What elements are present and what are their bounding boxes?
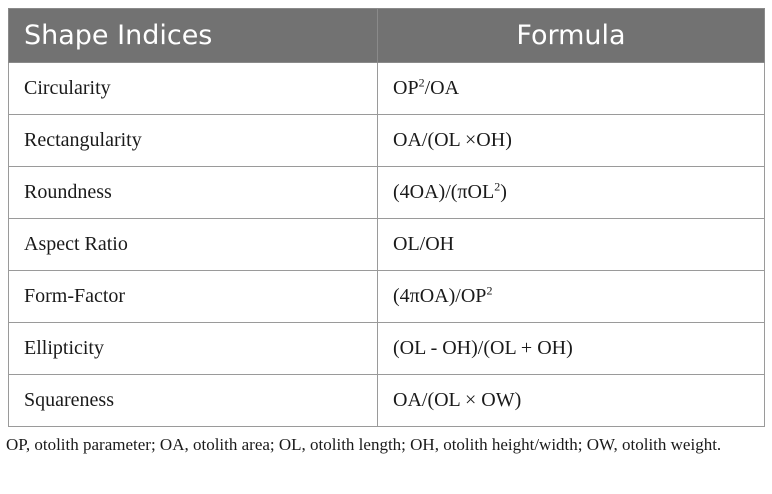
formula-text: /OA (424, 77, 460, 99)
formula-text: OA/(OL ×OH) (393, 129, 512, 151)
table-row (9, 115, 765, 167)
shape-index-formula (378, 271, 765, 323)
table-row (9, 323, 765, 375)
formula-text: OP (393, 77, 419, 99)
shape-index-name: Aspect Ratio (9, 219, 378, 271)
shape-index-name: Ellipticity (9, 323, 378, 375)
formula-text: ) (500, 181, 507, 203)
shape-index-formula (378, 63, 765, 115)
shape-index-name: Rectangularity (9, 115, 378, 167)
table-row (9, 271, 765, 323)
formula-superscript: 2 (486, 283, 493, 298)
shape-index-name: Roundness (9, 167, 378, 219)
shape-index-formula (378, 219, 765, 271)
formula-text: OA/(OL × OW) (393, 389, 522, 411)
table-row (9, 167, 765, 219)
formula-text: (4πOA)/OP (393, 285, 487, 307)
table-row (9, 63, 765, 115)
shape-index-formula (378, 323, 765, 375)
shape-indices-table-container (8, 8, 764, 427)
formula-superscript: 2 (418, 75, 425, 90)
table-body (9, 63, 765, 427)
shape-indices-table (8, 8, 765, 427)
shape-index-formula (378, 167, 765, 219)
shape-index-formula (378, 375, 765, 427)
table-row (9, 375, 765, 427)
formula-text: OL/OH (393, 233, 455, 255)
table-header-row (9, 9, 765, 63)
formula-superscript: 2 (494, 179, 501, 194)
header-formula: Formula (378, 9, 765, 63)
table-row (9, 219, 765, 271)
formula-text: (OL - OH)/(OL + OH) (393, 337, 573, 359)
header-shape-indices: Shape Indices (9, 9, 378, 63)
table-footnote: OP, otolith parameter; OA, otolith area; OL, otolith length; OH, otolith height/width; OW, otolith weight. (6, 435, 722, 454)
shape-index-name: Squareness (9, 375, 378, 427)
shape-index-name: Circularity (9, 63, 378, 115)
shape-index-formula (378, 115, 765, 167)
shape-index-name: Form-Factor (9, 271, 378, 323)
formula-text: (4OA)/(πOL (393, 181, 495, 203)
